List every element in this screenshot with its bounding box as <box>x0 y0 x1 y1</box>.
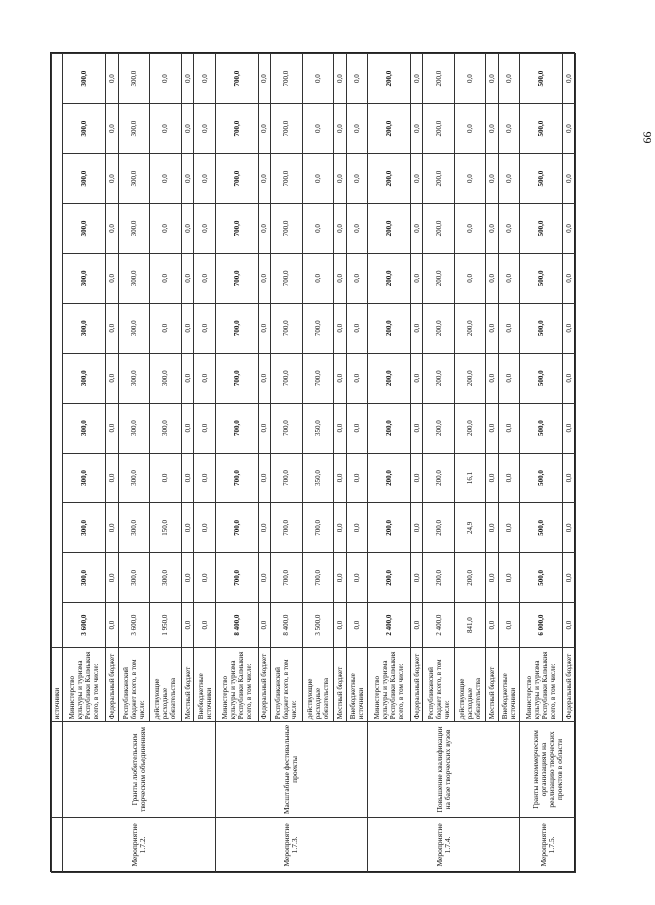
year-value-cell: 200,0 <box>423 503 454 553</box>
year-value-cell: 0,0 <box>106 204 119 254</box>
year-value-cell: 200,0 <box>423 204 454 254</box>
total-cell: 3 600,0 <box>63 603 106 648</box>
year-value-cell: 0,0 <box>346 104 367 154</box>
year-value-cell: 300,0 <box>118 403 149 453</box>
year-value-cell: 0,0 <box>181 154 194 204</box>
total-cell: 0,0 <box>194 603 215 648</box>
year-value-cell: 700,0 <box>302 303 333 353</box>
year-value-cell: 0,0 <box>106 403 119 453</box>
year-value-cell: 0,0 <box>486 353 499 403</box>
year-value-cell: 0,0 <box>410 503 423 553</box>
year-value-cell: 0,0 <box>410 54 423 104</box>
source-cell: Местный бюджет <box>486 647 499 721</box>
event-name-cell: Повышение квалификации на базе творческих вузов <box>368 722 520 818</box>
total-cell: 0,0 <box>486 603 499 648</box>
year-value-cell: 300,0 <box>63 204 106 254</box>
year-value-cell: 0,0 <box>486 54 499 104</box>
year-value-cell: 0,0 <box>486 403 499 453</box>
total-cell: 0,0 <box>563 603 576 648</box>
year-value-cell: 0,0 <box>346 403 367 453</box>
year-value-cell: 500,0 <box>520 154 563 204</box>
year-value-cell: 0,0 <box>486 204 499 254</box>
year-value-cell: 0,0 <box>410 403 423 453</box>
year-value-cell: 200,0 <box>423 154 454 204</box>
year-value-cell: 0,0 <box>410 453 423 503</box>
year-value-cell: 300,0 <box>118 54 149 104</box>
year-value-cell: 700,0 <box>215 503 258 553</box>
document-frame <box>50 52 655 872</box>
year-value-cell: 0,0 <box>302 154 333 204</box>
year-value-cell: 300,0 <box>118 553 149 603</box>
year-value-cell: 200,0 <box>423 403 454 453</box>
year-value-cell: 0,0 <box>302 204 333 254</box>
total-cell: 2 400,0 <box>368 603 411 648</box>
year-value-cell: 0,0 <box>258 453 271 503</box>
year-value-cell: 300,0 <box>150 353 181 403</box>
year-value-cell: 0,0 <box>150 453 181 503</box>
empty-cell <box>52 817 63 872</box>
event-cell: Мероприятие 1.7.2. <box>63 817 215 872</box>
table-body <box>52 54 576 873</box>
year-value-cell: 0,0 <box>563 154 576 204</box>
year-value-cell: 0,0 <box>410 303 423 353</box>
year-value-cell: 0,0 <box>499 453 520 503</box>
year-value-cell: 700,0 <box>271 204 302 254</box>
year-value-cell: 0,0 <box>194 204 215 254</box>
total-cell: 6 000,0 <box>520 603 563 648</box>
year-value-cell: 0,0 <box>106 104 119 154</box>
year-value-cell: 700,0 <box>271 403 302 453</box>
year-value-cell: 0,0 <box>258 353 271 403</box>
year-value-cell: 700,0 <box>271 54 302 104</box>
year-value-cell: 300,0 <box>63 104 106 154</box>
year-value-cell: 700,0 <box>215 54 258 104</box>
year-value-cell: 200,0 <box>368 553 411 603</box>
source-cell: Республиканский бюджет всего, в том числе: <box>118 647 149 721</box>
source-cell: Внебюджетные источники <box>499 647 520 721</box>
year-value-cell: 0,0 <box>194 553 215 603</box>
year-value-cell: 0,0 <box>563 253 576 303</box>
year-value-cell: 0,0 <box>181 453 194 503</box>
year-value-cell: 0,0 <box>499 253 520 303</box>
year-value-cell: 200,0 <box>368 353 411 403</box>
event-cell: Мероприятие 1.7.4. <box>368 817 520 872</box>
total-cell: 0,0 <box>346 603 367 648</box>
year-value-cell: 500,0 <box>520 253 563 303</box>
year-value-cell: 200,0 <box>454 353 485 403</box>
year-value-cell: 200,0 <box>368 503 411 553</box>
year-value-cell: 700,0 <box>215 154 258 204</box>
source-cell: Федеральный бюджет <box>106 647 119 721</box>
source-cell: Внебюджетные источники <box>346 647 367 721</box>
year-value-cell: 200,0 <box>423 453 454 503</box>
year-value-cell: 0,0 <box>563 104 576 154</box>
year-value-cell: 700,0 <box>215 104 258 154</box>
year-value-cell: 0,0 <box>346 503 367 553</box>
year-value-cell: 300,0 <box>118 204 149 254</box>
year-value-cell: 0,0 <box>454 253 485 303</box>
year-value-cell: 0,0 <box>499 353 520 403</box>
year-value-cell: 300,0 <box>150 403 181 453</box>
year-value-cell: 500,0 <box>520 303 563 353</box>
year-value-cell: 200,0 <box>423 54 454 104</box>
year-value-cell: 200,0 <box>368 453 411 503</box>
source-cell: действующие расходные обязательства <box>150 647 181 721</box>
total-cell: 0,0 <box>106 603 119 648</box>
year-value-cell: 300,0 <box>150 553 181 603</box>
source-cell: Внебюджетные источники <box>194 647 215 721</box>
year-value-cell: 0,0 <box>334 553 347 603</box>
year-value-cell: 0,0 <box>499 553 520 603</box>
year-value-cell: 150,0 <box>150 503 181 553</box>
year-value-cell: 0,0 <box>486 553 499 603</box>
year-value-cell: 0,0 <box>334 303 347 353</box>
year-value-cell: 300,0 <box>118 503 149 553</box>
year-value-cell: 0,0 <box>499 303 520 353</box>
year-value-cell: 700,0 <box>302 503 333 553</box>
year-value-cell: 500,0 <box>520 453 563 503</box>
year-value-cell: 0,0 <box>563 54 576 104</box>
year-value-cell: 0,0 <box>194 253 215 303</box>
event-name-cell: Масштабные фестивальные проекты <box>215 722 367 818</box>
year-value-cell: 0,0 <box>334 154 347 204</box>
total-cell: 8 400,0 <box>271 603 302 648</box>
total-cell: 841,0 <box>454 603 485 648</box>
year-value-cell: 0,0 <box>486 253 499 303</box>
source-cell: действующие расходные обязательства <box>302 647 333 721</box>
year-value-cell: 200,0 <box>368 253 411 303</box>
year-value-cell: 300,0 <box>118 104 149 154</box>
source-cell: Федеральный бюджет <box>258 647 271 721</box>
year-value-cell: 0,0 <box>410 104 423 154</box>
year-value-cell: 700,0 <box>271 253 302 303</box>
year-value-cell: 0,0 <box>410 204 423 254</box>
year-value-cell: 500,0 <box>520 54 563 104</box>
year-value-cell: 0,0 <box>150 303 181 353</box>
year-value-cell: 0,0 <box>334 503 347 553</box>
year-value-cell: 700,0 <box>215 353 258 403</box>
source-cell: источники <box>52 647 63 721</box>
year-value-cell: 0,0 <box>181 204 194 254</box>
year-value-cell: 0,0 <box>563 204 576 254</box>
total-cell: 0,0 <box>499 603 520 648</box>
table-row <box>368 54 411 873</box>
year-value-cell: 500,0 <box>520 353 563 403</box>
year-value-cell: 0,0 <box>499 104 520 154</box>
year-value-cell: 0,0 <box>150 204 181 254</box>
year-value-cell: 0,0 <box>499 54 520 104</box>
year-value-cell: 0,0 <box>454 104 485 154</box>
year-value-cell: 0,0 <box>302 104 333 154</box>
year-value-cell: 300,0 <box>118 353 149 403</box>
source-cell: Министерство культуры и туризма Республики Калмыкия всего, в том числе: <box>63 647 106 721</box>
year-value-cell: 0,0 <box>106 353 119 403</box>
total-cell: 0,0 <box>258 603 271 648</box>
year-value-cell: 700,0 <box>215 453 258 503</box>
year-value-cell: 200,0 <box>368 204 411 254</box>
year-value-cell: 200,0 <box>423 353 454 403</box>
year-value-cell: 0,0 <box>499 154 520 204</box>
year-value-cell: 0,0 <box>334 104 347 154</box>
year-value-cell: 0,0 <box>150 104 181 154</box>
year-value-cell: 700,0 <box>271 303 302 353</box>
year-value-cell: 300,0 <box>63 553 106 603</box>
year-value-cell: 300,0 <box>63 503 106 553</box>
year-value-cell: 0,0 <box>346 353 367 403</box>
year-value-cell: 0,0 <box>334 453 347 503</box>
source-cell: Министерство культуры и туризма Республики Калмыкия всего, в том числе: <box>520 647 563 721</box>
year-value-cell: 200,0 <box>368 303 411 353</box>
source-cell: Федеральный бюджет <box>410 647 423 721</box>
year-value-cell: 200,0 <box>454 303 485 353</box>
year-value-cell: 0,0 <box>181 303 194 353</box>
year-value-cell: 0,0 <box>150 154 181 204</box>
total-cell: 0,0 <box>410 603 423 648</box>
year-value-cell: 0,0 <box>194 303 215 353</box>
total-cell: 1 950,0 <box>150 603 181 648</box>
year-value-cell: 0,0 <box>106 54 119 104</box>
year-value-cell: 0,0 <box>181 54 194 104</box>
year-value-cell: 0,0 <box>258 553 271 603</box>
year-value-cell: 700,0 <box>215 553 258 603</box>
year-value-cell: 350,0 <box>302 403 333 453</box>
year-value-cell: 700,0 <box>302 353 333 403</box>
year-value-cell: 700,0 <box>215 303 258 353</box>
year-value-cell: 0,0 <box>258 204 271 254</box>
year-value-cell: 0,0 <box>106 553 119 603</box>
year-value-cell: 300,0 <box>63 403 106 453</box>
year-value-cell: 300,0 <box>63 303 106 353</box>
year-value-cell: 24,9 <box>454 503 485 553</box>
year-value-cell: 0,0 <box>106 503 119 553</box>
source-cell: Республиканский бюджет всего, в том числе: <box>423 647 454 721</box>
year-value-cell: 0,0 <box>563 453 576 503</box>
year-value-cell: 700,0 <box>271 154 302 204</box>
year-value-cell: 0,0 <box>346 253 367 303</box>
year-value-cell: 0,0 <box>181 104 194 154</box>
year-value-cell: 0,0 <box>181 353 194 403</box>
year-value-cell: 0,0 <box>486 303 499 353</box>
year-value-cell: 0,0 <box>106 303 119 353</box>
year-value-cell: 0,0 <box>563 403 576 453</box>
year-value-cell: 500,0 <box>520 503 563 553</box>
year-value-cell: 700,0 <box>215 403 258 453</box>
funding-table <box>51 53 576 873</box>
year-value-cell: 0,0 <box>486 104 499 154</box>
year-value-cell: 0,0 <box>181 553 194 603</box>
year-value-cell: 700,0 <box>271 553 302 603</box>
year-value-cell: 0,0 <box>194 154 215 204</box>
year-value-cell: 0,0 <box>106 453 119 503</box>
year-value-cell: 700,0 <box>215 253 258 303</box>
year-value-cell: 500,0 <box>520 403 563 453</box>
year-value-cell: 0,0 <box>486 154 499 204</box>
year-value-cell: 200,0 <box>368 154 411 204</box>
year-value-cell: 300,0 <box>63 453 106 503</box>
year-value-cell: 700,0 <box>215 204 258 254</box>
year-value-cell: 0,0 <box>106 253 119 303</box>
event-cell: Мероприятие 1.7.5. <box>520 817 576 872</box>
year-value-cell: 700,0 <box>271 503 302 553</box>
year-value-cell: 200,0 <box>454 553 485 603</box>
source-cell: Министерство культуры и туризма Республики Калмыкия всего, в том числе: <box>368 647 411 721</box>
year-value-cell: 200,0 <box>423 303 454 353</box>
year-value-cell: 0,0 <box>181 403 194 453</box>
table-row <box>215 54 258 873</box>
event-name-cell: Гранты любительским творческим объединениям <box>63 722 215 818</box>
year-value-cell: 700,0 <box>302 553 333 603</box>
year-value-cell: 0,0 <box>499 403 520 453</box>
year-value-cell: 700,0 <box>271 453 302 503</box>
rotated-page <box>51 53 576 873</box>
year-value-cell: 0,0 <box>150 253 181 303</box>
year-value-cell: 0,0 <box>194 353 215 403</box>
year-value-cell: 0,0 <box>194 54 215 104</box>
year-value-cell: 300,0 <box>118 253 149 303</box>
year-value-cell: 0,0 <box>499 204 520 254</box>
year-value-cell: 300,0 <box>63 353 106 403</box>
empty-cell <box>52 722 63 818</box>
year-value-cell: 300,0 <box>118 303 149 353</box>
year-value-cell: 0,0 <box>563 503 576 553</box>
year-value-cell: 0,0 <box>334 253 347 303</box>
year-value-cell: 0,0 <box>334 204 347 254</box>
year-value-cell: 200,0 <box>368 104 411 154</box>
year-value-cell: 200,0 <box>368 54 411 104</box>
year-value-cell: 0,0 <box>410 253 423 303</box>
year-value-cell: 200,0 <box>368 403 411 453</box>
total-cell: 3 500,0 <box>302 603 333 648</box>
year-value-cell: 16,1 <box>454 453 485 503</box>
year-value-cell: 300,0 <box>63 154 106 204</box>
year-value-cell: 0,0 <box>410 353 423 403</box>
year-value-cell: 0,0 <box>334 353 347 403</box>
total-cell: 0,0 <box>181 603 194 648</box>
year-value-cell: 200,0 <box>454 403 485 453</box>
year-value-cell: 0,0 <box>346 154 367 204</box>
source-cell: Местный бюджет <box>181 647 194 721</box>
year-value-cell: 300,0 <box>63 253 106 303</box>
year-value-cell: 0,0 <box>334 403 347 453</box>
year-value-cell: 0,0 <box>258 403 271 453</box>
year-value-cell: 0,0 <box>258 104 271 154</box>
source-cell: Местный бюджет <box>334 647 347 721</box>
year-value-cell: 300,0 <box>118 453 149 503</box>
source-cell: действующие расходные обязательства <box>454 647 485 721</box>
year-value-cell: 0,0 <box>194 104 215 154</box>
year-value-cell: 700,0 <box>271 353 302 403</box>
year-value-cell: 0,0 <box>334 54 347 104</box>
year-value-cell: 200,0 <box>423 553 454 603</box>
source-cell: Федеральный бюджет <box>563 647 576 721</box>
year-value-cell: 0,0 <box>194 403 215 453</box>
source-cell: Министерство культуры и туризма Республики Калмыкия всего, в том числе: <box>215 647 258 721</box>
year-value-cell: 0,0 <box>258 54 271 104</box>
year-value-cell: 0,0 <box>258 303 271 353</box>
total-cell: 2 400,0 <box>423 603 454 648</box>
year-value-cell: 0,0 <box>563 553 576 603</box>
year-value-cell: 0,0 <box>346 204 367 254</box>
year-value-cell: 0,0 <box>181 503 194 553</box>
year-value-cell: 0,0 <box>194 503 215 553</box>
source-cell: Республиканский бюджет всего, в том числе: <box>271 647 302 721</box>
page-number: 99 <box>640 131 655 144</box>
year-value-cell: 350,0 <box>302 453 333 503</box>
year-value-cell: 0,0 <box>181 253 194 303</box>
year-value-cell: 0,0 <box>454 204 485 254</box>
year-value-cell: 500,0 <box>520 553 563 603</box>
year-value-cell: 0,0 <box>106 154 119 204</box>
year-value-cell: 0,0 <box>346 453 367 503</box>
year-value-cell: 0,0 <box>258 503 271 553</box>
year-value-cell: 0,0 <box>486 503 499 553</box>
table-row <box>520 54 563 873</box>
total-cell: 8 400,0 <box>215 603 258 648</box>
year-value-cell: 0,0 <box>563 303 576 353</box>
year-value-cell: 0,0 <box>302 253 333 303</box>
year-value-cell: 700,0 <box>271 104 302 154</box>
event-name-cell: Гранты некоммерческим организациям на реализацию творческих проектов в области <box>520 722 576 818</box>
year-value-cell: 0,0 <box>410 154 423 204</box>
year-value-cell: 200,0 <box>423 253 454 303</box>
year-value-cell: 300,0 <box>63 54 106 104</box>
year-value-cell: 0,0 <box>486 453 499 503</box>
year-value-cell: 0,0 <box>346 303 367 353</box>
event-cell: Мероприятие 1.7.3. <box>215 817 367 872</box>
total-cell: 3 600,0 <box>118 603 149 648</box>
year-value-cell: 0,0 <box>258 154 271 204</box>
year-value-cell: 500,0 <box>520 104 563 154</box>
year-value-cell: 0,0 <box>454 154 485 204</box>
year-value-cell: 0,0 <box>150 54 181 104</box>
empty-cell <box>52 54 63 648</box>
year-value-cell: 0,0 <box>302 54 333 104</box>
year-value-cell: 0,0 <box>563 353 576 403</box>
year-value-cell: 0,0 <box>258 253 271 303</box>
year-value-cell: 300,0 <box>118 154 149 204</box>
year-value-cell: 500,0 <box>520 204 563 254</box>
year-value-cell: 200,0 <box>423 104 454 154</box>
continuation-row <box>52 54 63 873</box>
year-value-cell: 0,0 <box>346 54 367 104</box>
year-value-cell: 0,0 <box>454 54 485 104</box>
total-cell: 0,0 <box>334 603 347 648</box>
year-value-cell: 0,0 <box>346 553 367 603</box>
year-value-cell: 0,0 <box>410 553 423 603</box>
year-value-cell: 0,0 <box>499 503 520 553</box>
year-value-cell: 0,0 <box>194 453 215 503</box>
table-row <box>63 54 106 873</box>
